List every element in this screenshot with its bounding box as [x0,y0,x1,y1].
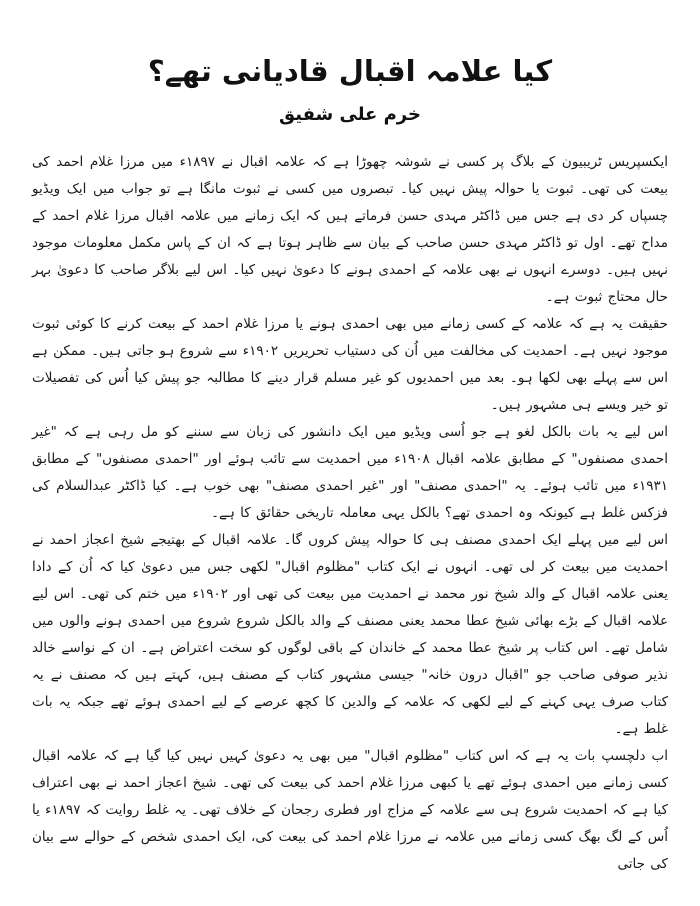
document-header [32,48,668,125]
document-body [32,149,668,878]
paragraph-3: اس لیے یہ بات بالکل لغو ہے جو اُسی ویڈیو میں ایک دانشور کی زبان سے سننے کو مل رہی ہے کہ "غیر احمدی مصنفوں" کے مطابق علامہ اقبال ۱۹۰۸ء میں احمدیت سے تائب ہوئے اور "احمدی مصنفوں" کے مطابق ۱۹۳۱ء میں تائب ہوئے۔ یہ "احمدی مصنف" اور "غیر احمدی مصنف" بھی خوب ہے۔ کیا ڈاکٹر عبدالسلام کی فزکس غلط ہے کیونکہ وہ احمدی تھے؟ بالکل یہی معاملہ تاریخی حقائق کا ہے۔ [32,424,668,522]
paragraph-1: ایکسپریس ٹریبیون کے بلاگ پر کسی نے شوشہ چھوڑا ہے کہ علامہ اقبال نے ۱۸۹۷ء میں مرزا غلام احمد کی بیعت کی تھی۔ ثبوت یا حوالہ پیش نہیں کیا۔ تبصروں میں کسی نے ثبوت مانگا ہے تو جواب میں ایک ویڈیو چسپاں کر دی ہے جس میں ڈاکٹر مہدی حسن فرماتے ہیں کہ ایک زمانے میں علامہ اقبال مرزا غلام احمد کے مداح تھے۔ اول تو ڈاکٹر مہدی حسن صاحب کے بیان سے ظاہر ہوتا ہے کہ ان کے پاس مکمل معلومات موجود نہیں ہیں۔ دوسرے انہوں نے بھی علامہ کے احمدی ہونے کا دعویٰ نہیں کیا۔ اس لیے بلاگر صاحب کا دعویٰ بہر حال محتاج ثبوت ہے۔ [32,154,669,306]
document-title: کیا علامہ اقبال قادیانی تھے؟ [147,54,553,88]
paragraph-5: اب دلچسپ بات یہ ہے کہ اس کتاب "مظلوم اقبال" میں بھی یہ دعویٰ کہیں نہیں کیا گیا ہے کہ علامہ اقبال کسی زمانے میں احمدی ہوئے تھے یا کبھی مرزا غلام احمد کی بیعت کی تھی۔ شیخ اعجاز احمد نے بھی اعتراف کیا ہے کہ احمدیت شروع ہی سے علامہ کے مزاج اور فطری رجحان کے خلاف تھی۔ یہ غلط روایت کہ ۱۸۹۷ء یا اُس کے لگ بھگ کسی زمانے میں علامہ نے مرزا غلام احمد کی بیعت کی، ایک احمدی شخص کے حوالے سے بیان کی جاتی [32,748,669,873]
document-author: خرم علی شفیق [279,104,421,126]
paragraph-2: حقیقت یہ ہے کہ علامہ کے کسی زمانے میں بھی احمدی ہونے یا مرزا غلام احمد کے بیعت کرنے کا کوئی ثبوت موجود نہیں ہے۔ احمدیت کی مخالفت میں اُن کی دستیاب تحریریں ۱۹۰۲ء سے شروع ہو جاتی ہیں۔ ممکن ہے اس سے پہلے بھی لکھا ہو۔ بعد میں احمدیوں کو غیر مسلم قرار دینے کا مطالبہ جو پیش کیا اُس کی تفصیلات تو خیر ویسے ہی مشہور ہیں۔ [32,316,668,414]
paragraph-4: اس لیے میں پہلے ایک احمدی مصنف ہی کا حوالہ پیش کروں گا۔ علامہ اقبال کے بھتیجے شیخ اعجاز احمد نے احمدیت میں بیعت کر لی تھی۔ انہوں نے ایک کتاب "مظلوم اقبال" لکھی جس میں دعویٰ کیا کہ اُن کے دادا یعنی علامہ اقبال کے والد شیخ نور محمد نے احمدیت میں بیعت کی تھی اور ۱۹۰۲ء میں ختم کی تھی۔ اس لیے علامہ اقبال کے بڑے بھائی شیخ عطا محمد یعنی مصنف کے والد بالکل شروع شروع میں احمدی ہونے والوں میں شامل تھے۔ اس کتاب پر شیخ عطا محمد کے خاندان کے باقی لوگوں کو سخت اعتراض ہے۔ ان کے نواسے خالد نذیر صوفی صاحب جو "اقبال درون خانہ" جیسی مشہور کتاب کے مصنف ہیں، کہتے ہیں کہ مصنف نے یہ کتاب صرف یہی کہنے کے لیے لکھی کہ علامہ کے والدین کا کچھ عرصے کے لیے احمدی ہوئے تھے جبکہ یہ بات غلط ہے۔ [32,532,668,738]
